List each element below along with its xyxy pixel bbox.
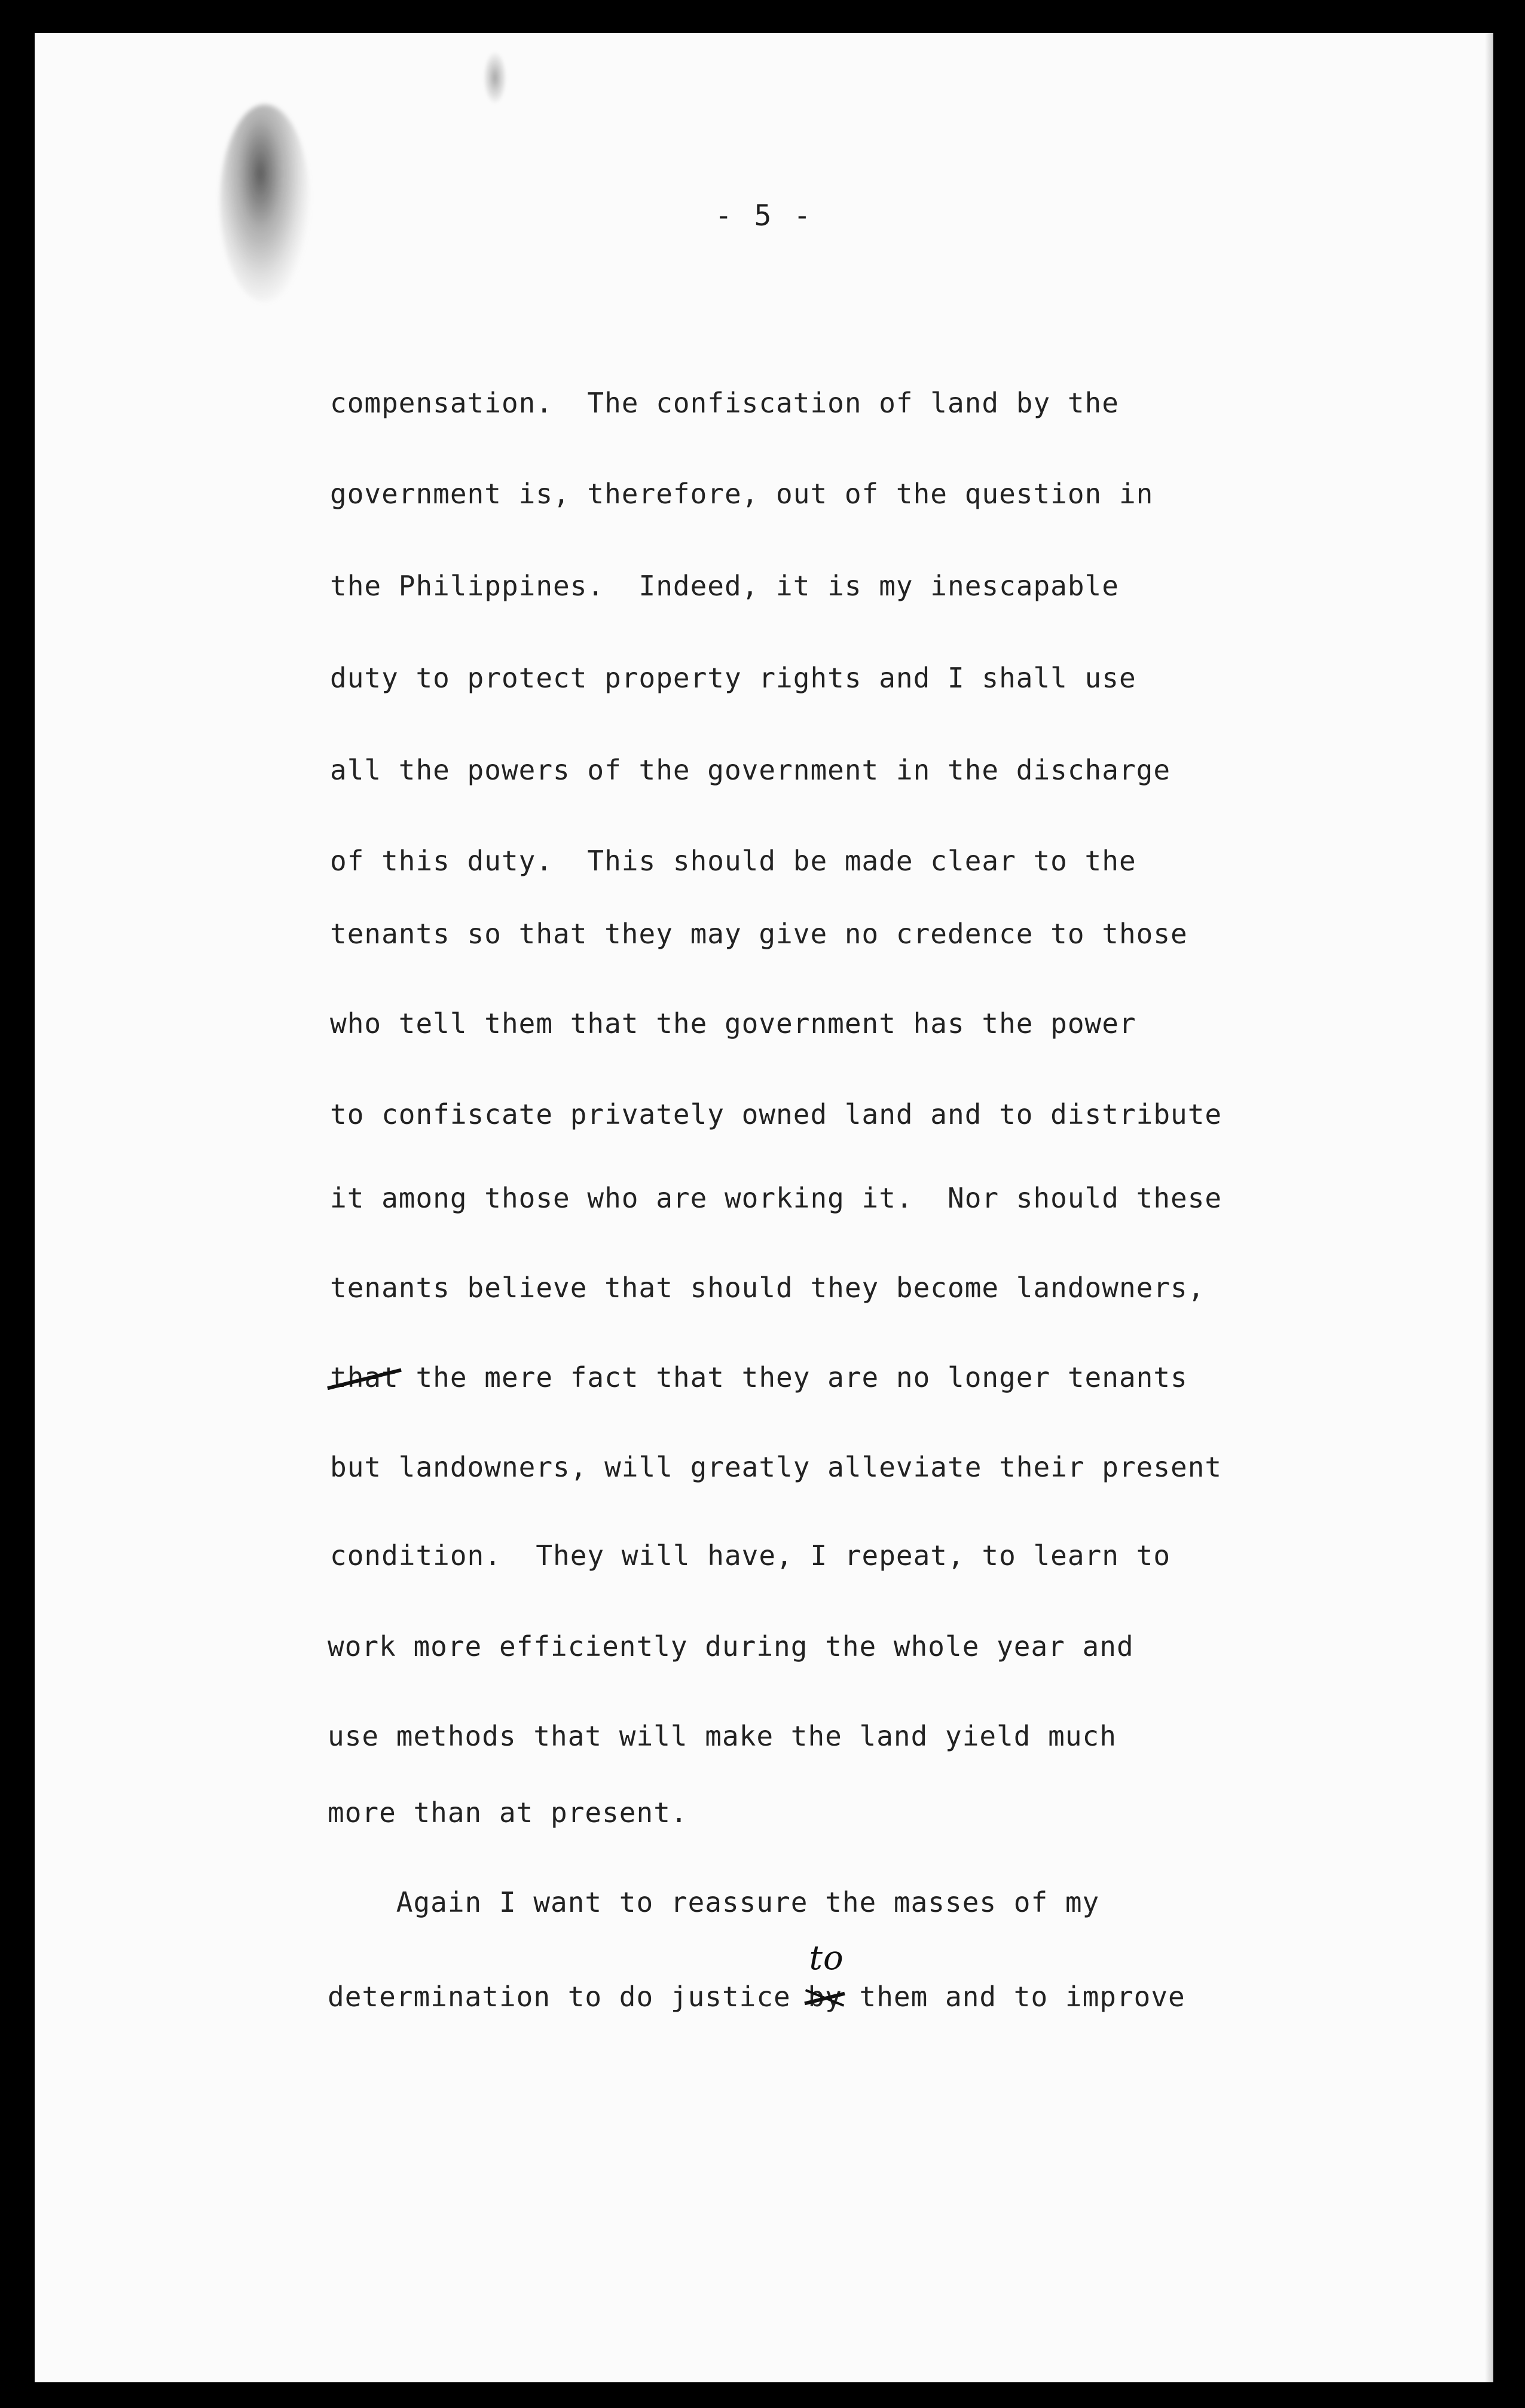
page-number: - 5 - <box>714 199 814 233</box>
text-line-18: Again I want to reassure the masses of my <box>328 1886 1100 1918</box>
ink-smudge-small <box>483 51 507 105</box>
text-line-19: determination to do justice by to them and to improve <box>328 1939 1185 2013</box>
text-line-17: more than at present. <box>328 1796 688 1829</box>
text-line-12: that the mere fact that they are no longer tenants <box>330 1361 1188 1394</box>
text-line-8: who tell them that the government has the power <box>330 1007 1136 1040</box>
text-line-2: government is, therefore, out of the question in <box>330 478 1154 510</box>
struck-word: by to <box>808 1981 842 2013</box>
text-line-3: the Philippines. Indeed, it is my inescapable <box>330 570 1119 602</box>
text-line-14: condition. They will have, I repeat, to learn to <box>330 1539 1171 1572</box>
text-line-11: tenants believe that should they become landowners, <box>330 1272 1205 1304</box>
document-page <box>35 33 1493 2382</box>
text-line-5: all the powers of the government in the discharge <box>330 754 1171 786</box>
text-line-9: to confiscate privately owned land and to distribute <box>330 1098 1223 1130</box>
handwritten-insertion: to <box>809 1939 844 1978</box>
text-line-6: of this duty. This should be made clear to the <box>330 845 1136 877</box>
text-line-7: tenants so that they may give no credence to those <box>330 918 1188 950</box>
text-line-1: compensation. The confiscation of land by the <box>330 387 1119 419</box>
text-line-16: use methods that will make the land yield much <box>328 1720 1117 1752</box>
text-line-10: it among those who are working it. Nor should these <box>330 1182 1223 1214</box>
text-line-13: but landowners, will greatly alleviate their present <box>330 1451 1223 1483</box>
struck-word: that <box>330 1361 399 1394</box>
text-line-15: work more efficiently during the whole year and <box>328 1630 1134 1663</box>
page-edge-shadow <box>1485 33 1493 2382</box>
text-line-4: duty to protect property rights and I shall use <box>330 662 1136 694</box>
